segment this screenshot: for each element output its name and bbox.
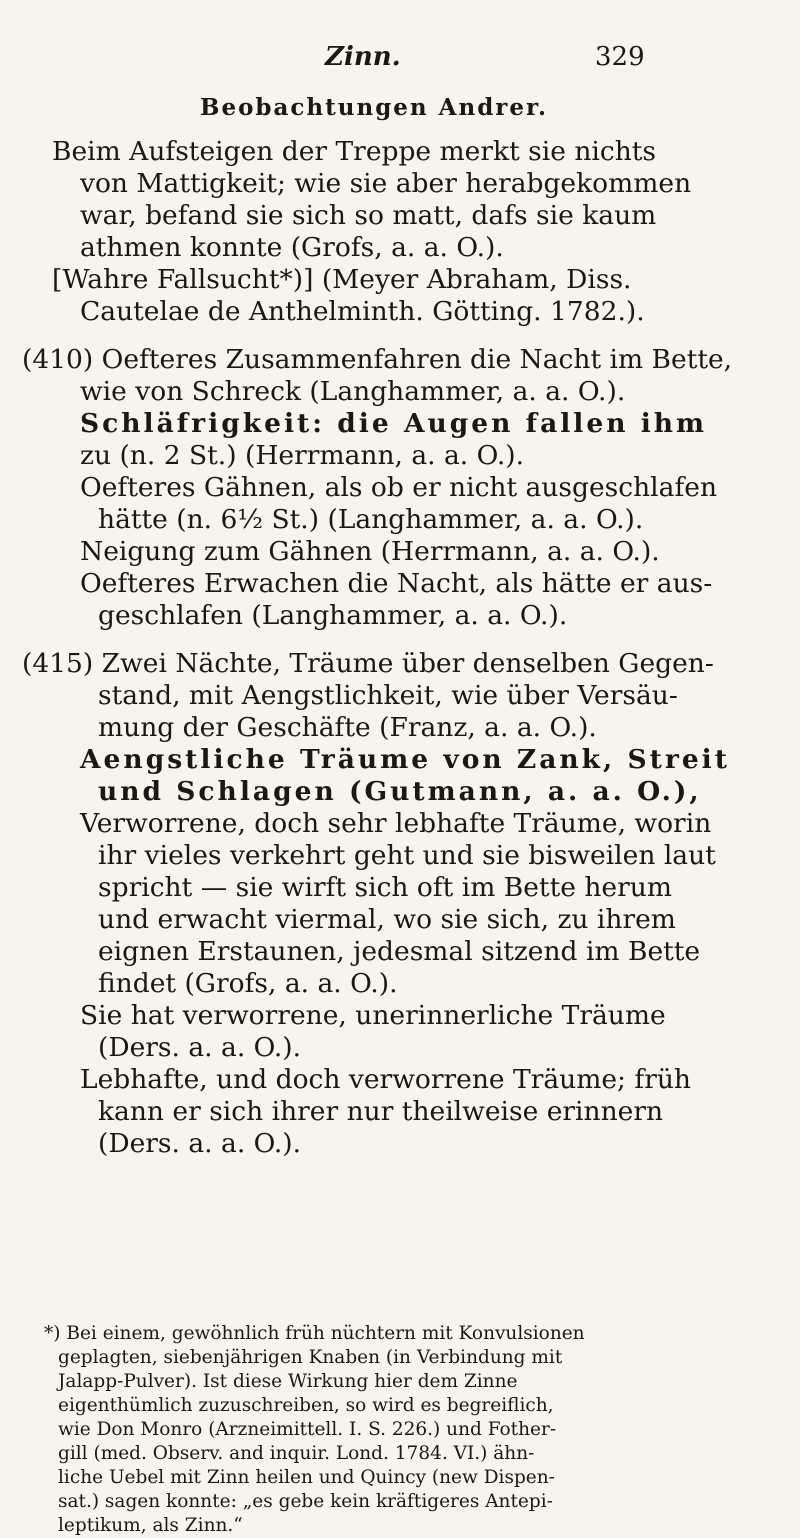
text-line: (Ders. a. a. O.). (98, 1032, 302, 1063)
page-number: 329 (595, 42, 645, 72)
text-line: wie von Schreck (Langhammer, a. a. O.). (80, 376, 626, 407)
footnote-line: gill (med. Observ. and inquir. Lond. 1784. VI.) ähn- (58, 1443, 535, 1464)
text-line: athmen konnte (Grofs, a. a. O.). (80, 232, 504, 263)
footnote-line: liche Uebel mit Zinn heilen und Quincy (new Dispen- (58, 1467, 555, 1488)
text-line: [Wahre Fallsucht*)] (Meyer Abraham, Diss. (52, 264, 632, 295)
text-line: war, befand sie sich so matt, dafs sie kaum (80, 200, 657, 231)
text-line: Sie hat verworrene, unerinnerliche Träume (80, 1000, 666, 1031)
text-line: und Schlagen (Gutmann, a. a. O.), (98, 776, 702, 807)
text-line: Verworrene, doch sehr lebhafte Träume, worin (80, 808, 712, 839)
text-line: und erwacht viermal, wo sie sich, zu ihrem (98, 904, 676, 935)
text-line: eignen Erstaunen, jedesmal sitzend im Bette (98, 936, 701, 967)
text-line: Oefteres Gähnen, als ob er nicht ausgeschlafen (80, 472, 718, 503)
footnote-line: wie Don Monro (Arzneimittell. I. S. 226.) und Fother- (58, 1419, 557, 1440)
text-line: (410) Oefteres Zusammenfahren die Nacht im Bette, (22, 344, 733, 375)
text-line: Neigung zum Gähnen (Herrmann, a. a. O.). (80, 536, 660, 567)
section-title: Beobachtungen Andrer. (200, 94, 549, 121)
text-line: findet (Grofs, a. a. O.). (98, 968, 398, 999)
footnote-line: geplagten, siebenjährigen Knaben (in Verbindung mit (58, 1347, 563, 1368)
text-line: stand, mit Aengstlichkeit, wie über Versäu- (98, 680, 678, 711)
footnote-line: *) Bei einem, gewöhnlich früh nüchtern mit Konvulsionen (44, 1323, 585, 1344)
text-line: Lebhafte, und doch verworrene Träume; früh (80, 1064, 692, 1095)
footnote-line: leptikum, als Zinn.“ (58, 1515, 243, 1536)
text-line: Oefteres Erwachen die Nacht, als hätte er aus- (80, 568, 713, 599)
footnote-line: sat.) sagen konnte: „es gebe kein kräftigeres Antepi- (58, 1491, 553, 1512)
text-line: (Ders. a. a. O.). (98, 1128, 302, 1159)
text-line: hätte (n. 6½ St.) (Langhammer, a. a. O.). (98, 504, 644, 535)
footnote-line: Jalapp-Pulver). Ist diese Wirkung hier dem Zinne (58, 1371, 518, 1392)
text-line: (415) Zwei Nächte, Träume über denselben Gegen- (22, 648, 714, 679)
text-line: Schläfrigkeit: die Augen fallen ihm (80, 408, 708, 439)
text-line: von Mattigkeit; wie sie aber herabgekommen (80, 168, 692, 199)
text-line: Cautelae de Anthelminth. Götting. 1782.). (80, 296, 645, 327)
footnote-line: eigenthümlich zuzuschreiben, so wird es begreiflich, (58, 1395, 554, 1416)
text-line: geschlafen (Langhammer, a. a. O.). (98, 600, 568, 631)
text-line: kann er sich ihrer nur theilweise erinnern (98, 1096, 664, 1127)
running-title: Zinn. (325, 42, 401, 72)
page-header (0, 42, 800, 82)
text-line: zu (n. 2 St.) (Herrmann, a. a. O.). (80, 440, 525, 471)
text-line: Aengstliche Träume von Zank, Streit (80, 744, 730, 775)
text-line: mung der Geschäfte (Franz, a. a. O.). (98, 712, 597, 743)
text-line: Beim Aufsteigen der Treppe merkt sie nichts (52, 136, 657, 167)
text-line: ihr vieles verkehrt geht und sie bisweilen laut (98, 840, 716, 871)
text-line: spricht — sie wirft sich oft im Bette herum (98, 872, 672, 903)
